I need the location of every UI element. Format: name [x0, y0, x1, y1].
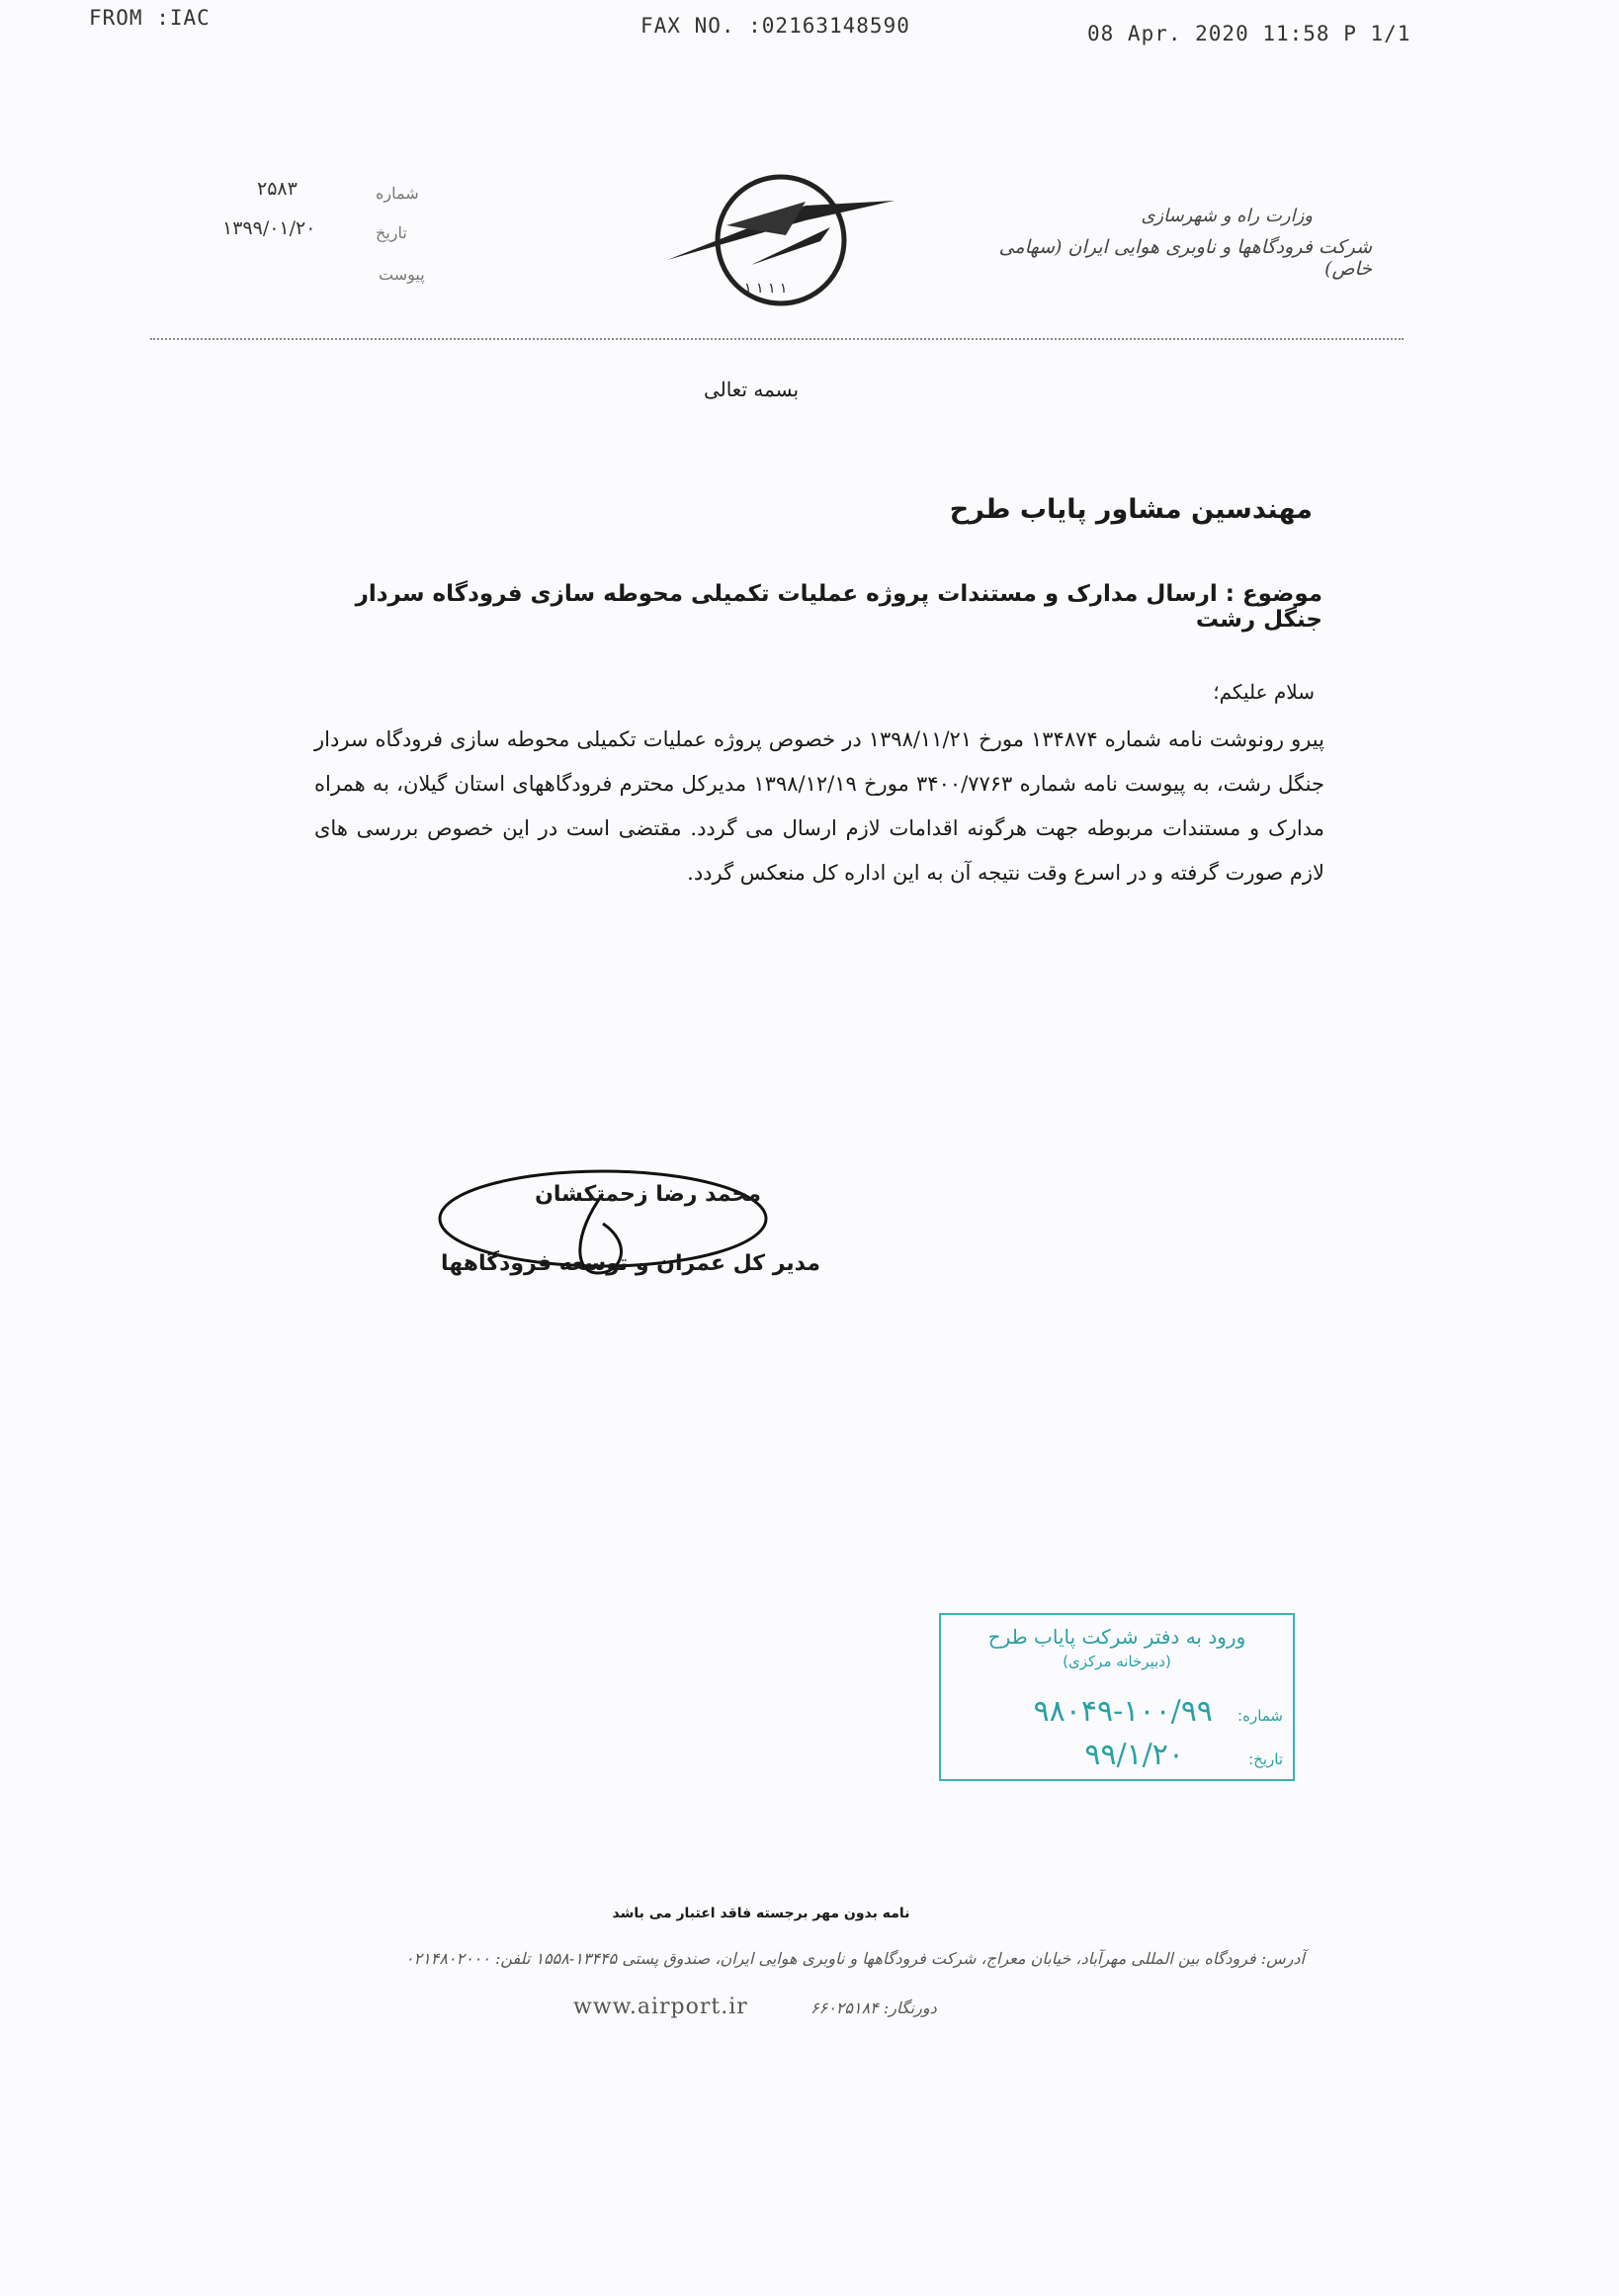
footer-contact [573, 1995, 988, 2024]
stamp-line2: (دبیرخانه مرکزی) [1063, 1653, 1171, 1670]
letter-greeting: سلام علیکم؛ [1213, 680, 1315, 704]
received-stamp [939, 1613, 1295, 1781]
fax-number: FAX NO. :02163148590 [640, 14, 910, 38]
footer-website: www.airport.ir [573, 1995, 748, 2019]
letter-subject: موضوع : ارسال مدارک و مستندات پروژه عملیات تکمیلی محوطه سازی فرودگاه سردار جنگل رشت [355, 581, 1322, 633]
letter-date-label: تاریخ [376, 223, 407, 242]
letter-body: پیرو رونوشت نامه شماره ۱۳۴۸۷۴ مورخ ۱۳۹۸/۱۱/۲۱ در خصوص پروژه عملیات تکمیلی محوطه سازی فرودگاه سردار جنگل رشت، به پیوست نامه شماره ۳۴۰۰/۷۷۶۳ مورخ ۱۳۹۸/۱۲/۱۹ مدیرکل محترم فرودگاههای استان گیلان، به همراه مدارک و مستندات مربوطه جهت هرگونه اقدامات لازم ارسال می گردد. مقتضی است در این خصوص بررسی های لازم صورت گرفته و در اسرع وقت نتیجه آن به این اداره کل منعکس گردد. [314, 727, 1325, 885]
stamp-number-row [947, 1694, 1283, 1729]
letterhead-org [957, 206, 1372, 280]
stamp-number-value: ۱۰۰/۹۹-۹۸۰۴۹ [1033, 1694, 1213, 1729]
airports-company-logo [657, 166, 914, 314]
stamp-line1: ورود به دفتر شرکت پایاب طرح [987, 1625, 1246, 1649]
signer-name: محمد رضا زحمتکشان [535, 1182, 761, 1207]
stamp-date-row [947, 1738, 1283, 1772]
footer-address: آدرس: فرودگاه بین المللی مهرآباد، خیابان معراج، شرکت فرودگاهها و ناوبری هوایی ایران، صندوق پستی ۱۳۴۴۵-۱۵۵۸ تلفن: ۰۲۱۴۸۰۲۰۰۰ [404, 1949, 1305, 1968]
stamp-date-label: تاریخ: [1248, 1750, 1283, 1768]
stamp-number-label: شماره: [1237, 1707, 1283, 1725]
fax-datetime: 08 Apr. 2020 11:58 P 1/1 [1087, 22, 1411, 45]
letter-number: ۲۵۸۳ [257, 178, 298, 200]
footer-validity-note: نامه بدون مهر برجسته فاقد اعتبار می باشد [612, 1906, 910, 1921]
footer-fax: دورنگار: ۶۶۰۲۵۱۸۴ [810, 1998, 937, 2017]
salutation-header: بسمه تعالی [703, 378, 800, 401]
ministry-name: وزارت راه و شهرسازی [1141, 206, 1313, 226]
letter-attachment-label: پیوست [379, 265, 425, 284]
letter-recipient: مهندسین مشاور پایاب طرح [949, 494, 1313, 525]
signature-block [425, 1164, 820, 1303]
fax-from: FROM :IAC [89, 6, 211, 30]
signer-title: مدیر کل عمران و توسعه فرودگاهها [440, 1251, 820, 1276]
header-divider [150, 338, 1404, 340]
company-name: شرکت فرودگاهها و ناوبری هوایی ایران (سهامی خاص) [998, 236, 1372, 280]
letter-date: ۱۳۹۹/۰۱/۲۰ [222, 217, 316, 239]
letter-number-label: شماره [376, 184, 419, 203]
svg-text:۱ ۱ ۱ ۱: ۱ ۱ ۱ ۱ [744, 281, 788, 297]
stamp-date-value: ۹۹/۱/۲۰ [1084, 1738, 1184, 1772]
letter-meta [222, 178, 469, 297]
